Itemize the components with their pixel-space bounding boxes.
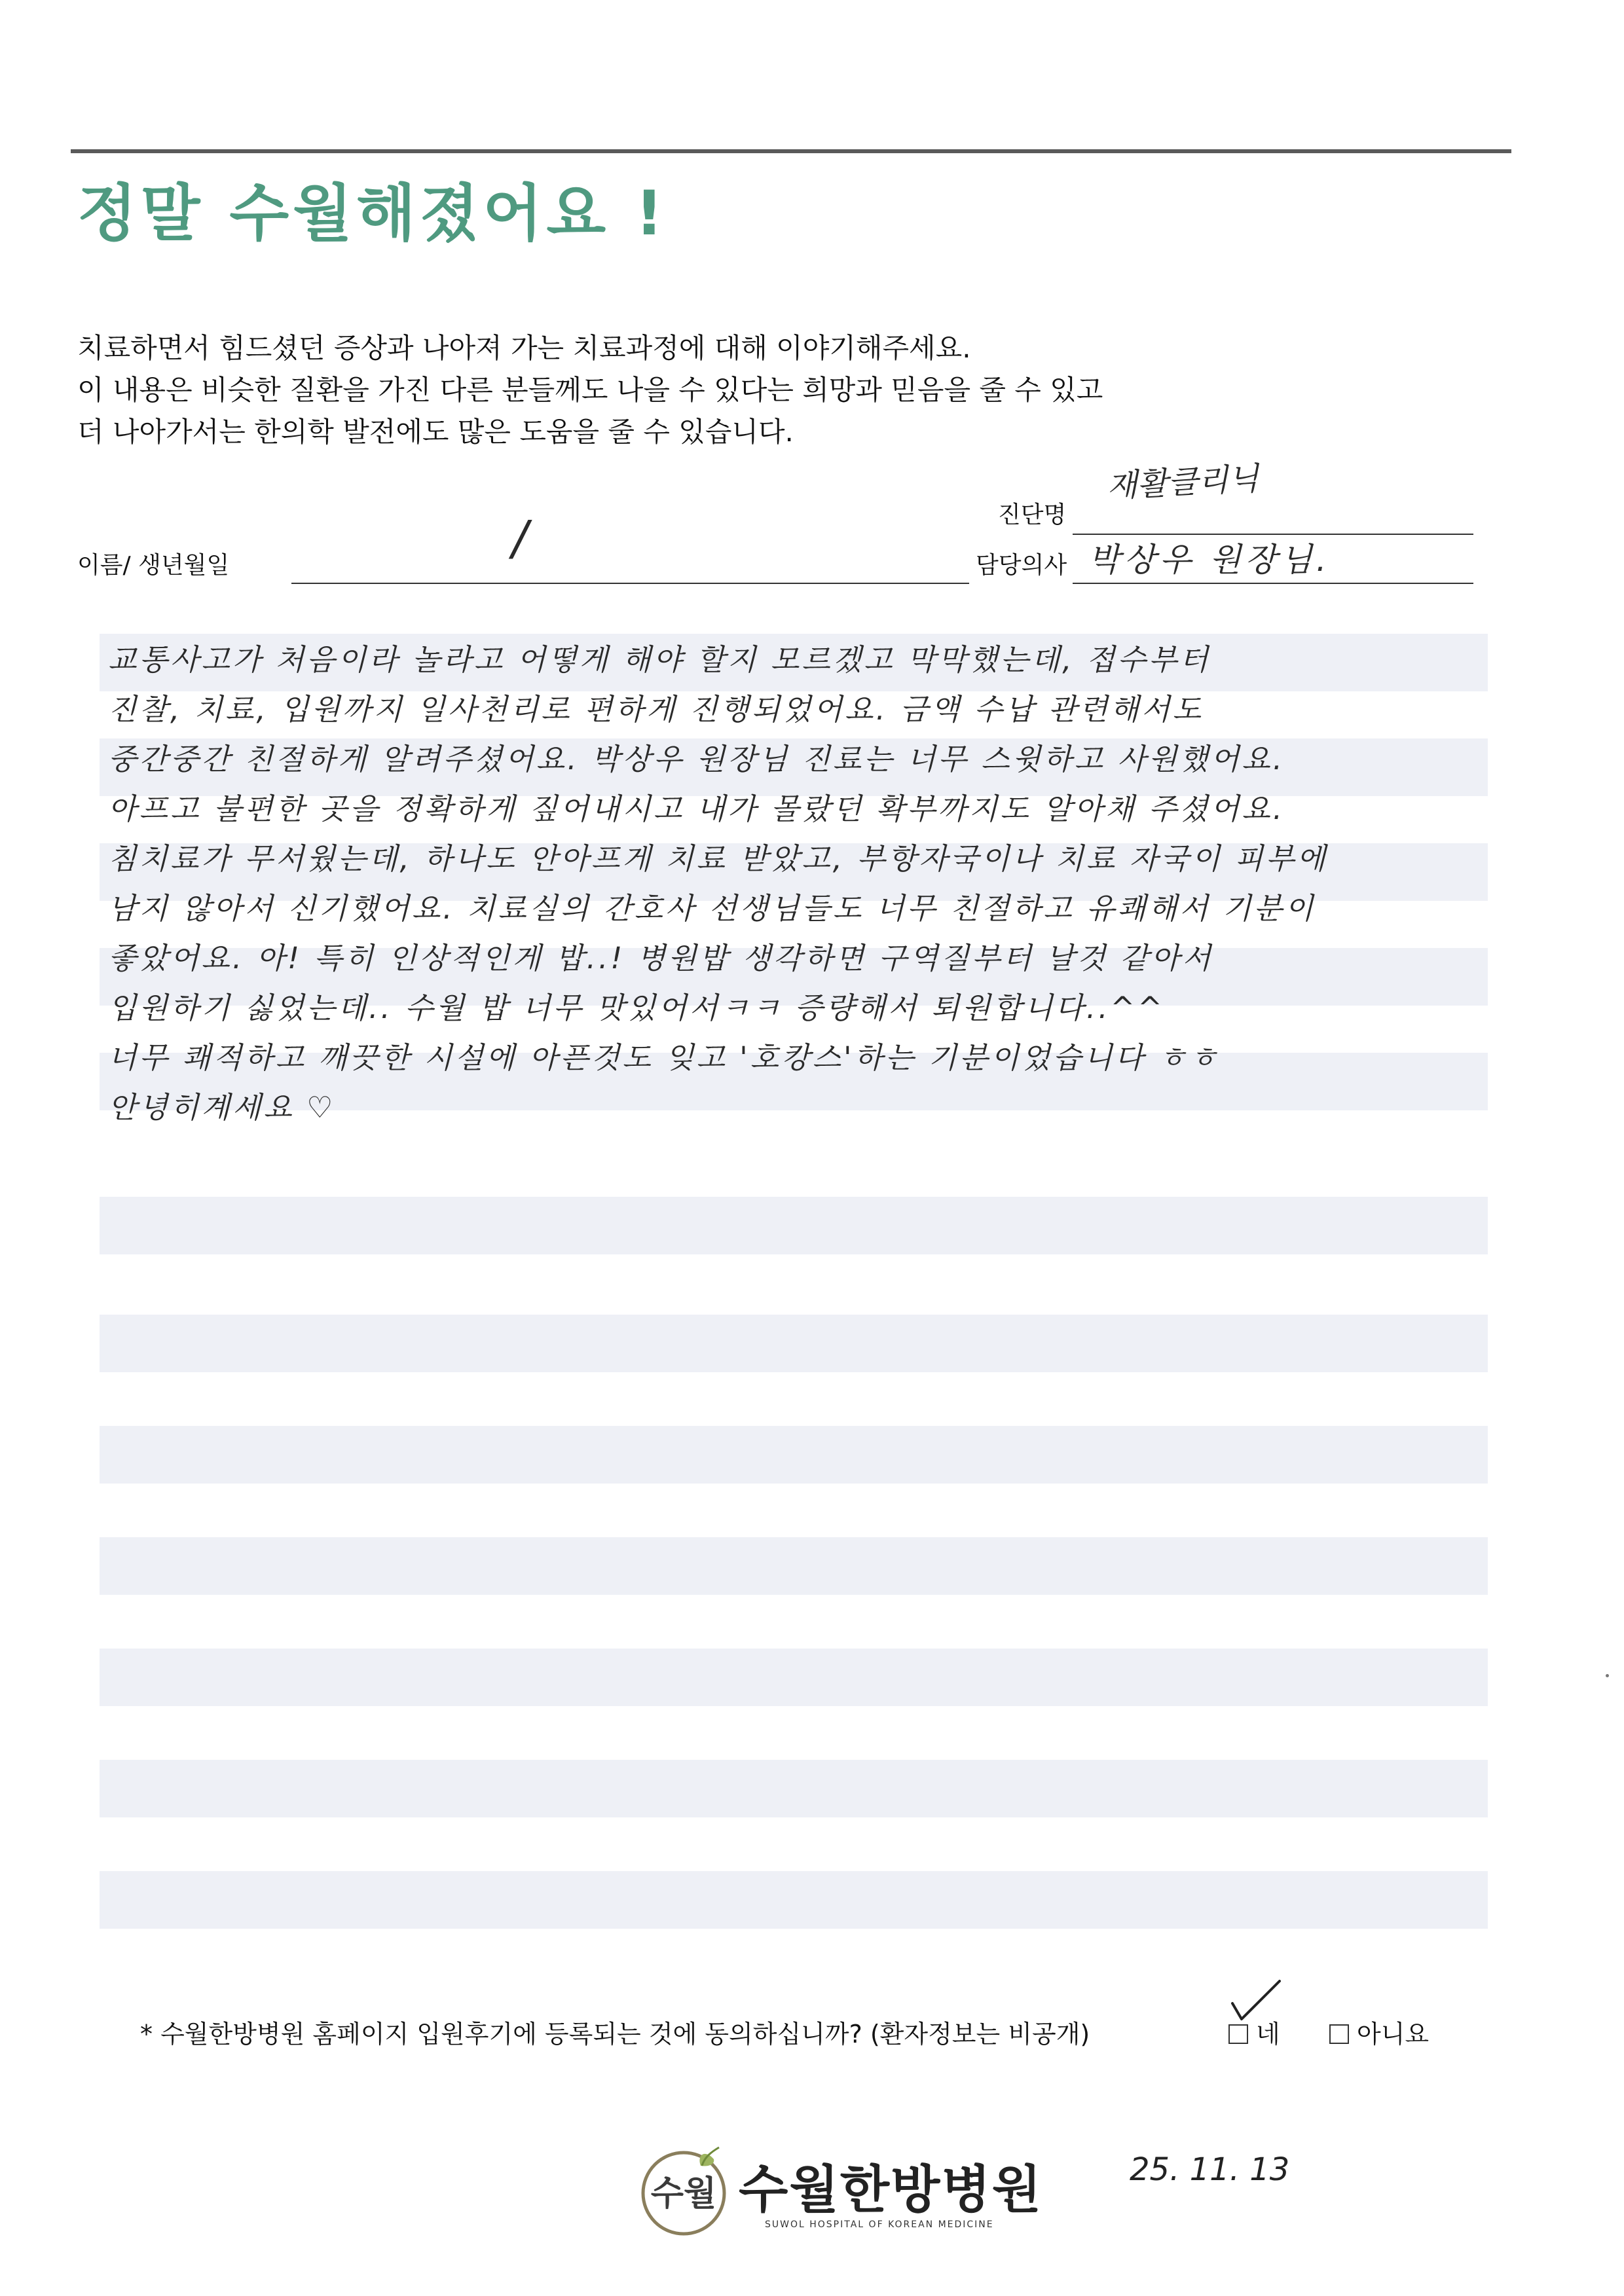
- yes-checkbox[interactable]: [1228, 2024, 1248, 2044]
- writing-band: [100, 1426, 1488, 1484]
- doctor-value: 박상우 원장님.: [1088, 541, 1331, 579]
- no-label: 아니요: [1357, 2020, 1430, 2049]
- writing-band: [100, 1197, 1488, 1254]
- diagnosis-value: 재활클리닉: [1105, 460, 1260, 505]
- review-line: 아프고 불편한 곳을 정확하게 짚어내시고 내가 몰랐던 확부까지도 알아채 주셨어요.: [108, 792, 1285, 826]
- name-birthdate-label: 이름/ 생년월일: [77, 552, 230, 579]
- writing-band: [100, 1315, 1488, 1372]
- page-title: 정말 수월해졌어요 !: [77, 178, 667, 249]
- top-rule: [71, 149, 1511, 153]
- name-value: /: [512, 511, 528, 566]
- diagnosis-label: 진단명: [998, 501, 1067, 528]
- writing-band: [100, 1760, 1488, 1817]
- review-line: 침치료가 무서웠는데, 하나도 안아프게 치료 받았고, 부항자국이나 치료 자국이 피부에: [108, 841, 1328, 876]
- name-underline: [291, 583, 969, 584]
- doctor-underline: [1073, 583, 1473, 584]
- review-text: [108, 635, 1486, 1198]
- writing-band: [100, 1871, 1488, 1929]
- intro-line: 더 나아가서는 한의학 발전에도 많은 도움을 줄 수 있습니다.: [77, 416, 794, 448]
- review-line: 진찰, 치료, 입원까지 일사천리로 편하게 진행되었어요. 금액 수납 관련해서도: [108, 692, 1204, 727]
- review-line: 입원하기 싫었는데.. 수월 밥 너무 맛있어서ㅋㅋ 증량해서 퇴원합니다..^^: [108, 991, 1165, 1025]
- hospital-logo-icon: [637, 2140, 735, 2238]
- hospital-subtitle: SUWOL HOSPITAL OF KOREAN MEDICINE: [765, 2219, 994, 2230]
- consent-question: * 수월한방병원 홈페이지 입원후기에 등록되는 것에 동의하십니까? (환자정보는 비공개): [140, 2020, 1090, 2049]
- writing-band: [100, 1649, 1488, 1706]
- no-checkbox[interactable]: [1329, 2024, 1349, 2044]
- review-line: 좋았어요. 아! 특히 인상적인게 밥..! 병원밥 생각하면 구역질부터 날것 같아서: [108, 941, 1213, 975]
- intro-line: 이 내용은 비슷한 질환을 가진 다른 분들께도 나을 수 있다는 희망과 믿음을 줄 수 있고: [77, 374, 1103, 406]
- written-date: 25. 11. 13: [1130, 2151, 1290, 2188]
- yes-label: 네: [1256, 2020, 1280, 2049]
- consent-no-option[interactable]: [1329, 2014, 1429, 2050]
- scan-speck: [1606, 1674, 1609, 1677]
- review-line: 너무 쾌적하고 깨끗한 시설에 아픈것도 잊고 '호캉스'하는 기분이었습니다 ㅎㅎ: [108, 1040, 1221, 1075]
- intro-text: [77, 327, 1103, 453]
- doctor-label: 담당의사: [976, 552, 1067, 579]
- logo-mark-text: 수월: [650, 2174, 717, 2214]
- intro-line: 치료하면서 힘드셨던 증상과 나아져 가는 치료과정에 대해 이야기해주세요.: [77, 332, 971, 364]
- review-line: 교통사고가 처음이라 놀라고 어떻게 해야 할지 모르겠고 막막했는데, 접수부터: [108, 642, 1211, 677]
- review-line: 중간중간 친절하게 알려주셨어요. 박상우 원장님 진료는 너무 스윗하고 사원했어요.: [108, 742, 1285, 776]
- review-line: 남지 않아서 신기했어요. 치료실의 간호사 선생님들도 너무 친절하고 유쾌해서 기분이: [108, 891, 1316, 926]
- writing-band: [100, 1537, 1488, 1595]
- checkmark-icon: [1230, 1978, 1282, 2024]
- review-line: 안녕히계세요 ♡: [108, 1090, 336, 1125]
- hospital-name: 수월한방병원: [739, 2160, 1043, 2219]
